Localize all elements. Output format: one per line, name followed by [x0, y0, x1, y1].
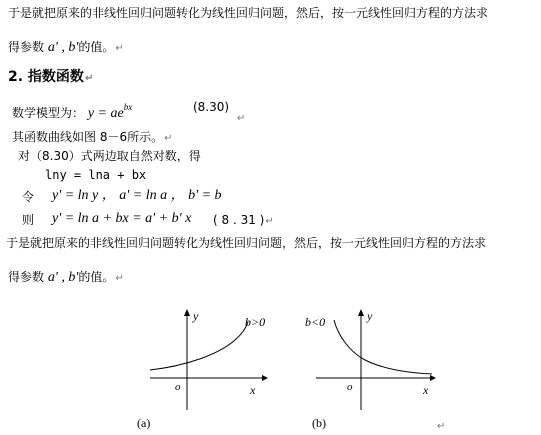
x-axis-label: x [423, 383, 429, 397]
log-text: 对（8.30）式两边取自然对数，得 [18, 149, 201, 163]
then-formula: y' = ln a + bx = a' + b' x [52, 211, 192, 226]
paragraph-text: 于是就把原来的非线性回归问题转化为线性回归问题，然后，按一元线性回归方程的方法求 [6, 236, 487, 250]
x-axis-label: x [250, 383, 256, 397]
paragraph-mark: ↵ [164, 133, 173, 144]
y-axis-label: y [367, 309, 373, 323]
paragraph-text: 得参数 [8, 270, 45, 284]
then-label: 则 [22, 213, 35, 227]
x-axis-arrow [430, 375, 436, 381]
y-axis-arrow [358, 309, 364, 316]
paragraph-mark: ↵ [115, 43, 124, 54]
let-label: 令 [22, 190, 35, 204]
figure-caption: (a) [137, 416, 151, 430]
curve-label: b>0 [245, 315, 266, 329]
let-formula: y' = ln y ， a' = ln a ， b' = b [52, 188, 222, 203]
paragraph-text: 的值。 [78, 40, 115, 54]
equation-number-text: (8.30) [193, 100, 230, 114]
paragraph-mark: ↵ [265, 216, 274, 227]
equation-number: ( 8 . 31 )↵ [213, 213, 274, 227]
model-exponent: bx [123, 102, 133, 112]
exponential-curve-decreasing [334, 320, 432, 374]
section-heading-text: 2. 指数函数 [8, 69, 84, 85]
figure-caption: (b) [312, 416, 326, 430]
paragraph-text: 得参数 [8, 40, 45, 54]
model-label: 数学模型为： [12, 106, 85, 120]
curve-label: b<0 [305, 315, 326, 329]
origin-label: o [347, 381, 353, 393]
graph-b-axes [316, 309, 436, 410]
paragraph-mark: ↵ [437, 421, 446, 432]
parameters: a' , b' [47, 40, 79, 55]
paragraph-text: 于是就把原来的非线性回归问题转化为线性回归问题，然后，按一元线性回归方程的方法求 [8, 6, 489, 20]
parameters: a' , b' [47, 270, 79, 285]
paragraph-mark: ↵ [237, 113, 246, 124]
paragraph-mark: ↵ [84, 73, 94, 84]
ln-equation-text: lny = lna + bx [45, 168, 147, 182]
y-axis-label: y [193, 309, 199, 323]
paragraph-text: 的值。 [78, 270, 115, 284]
figure-reference-text: 其函数曲线如图 8－6所示。 [12, 130, 164, 144]
origin-label: o [175, 381, 181, 393]
model-formula: y = ae [87, 106, 124, 121]
paragraph-mark: ↵ [115, 273, 124, 284]
